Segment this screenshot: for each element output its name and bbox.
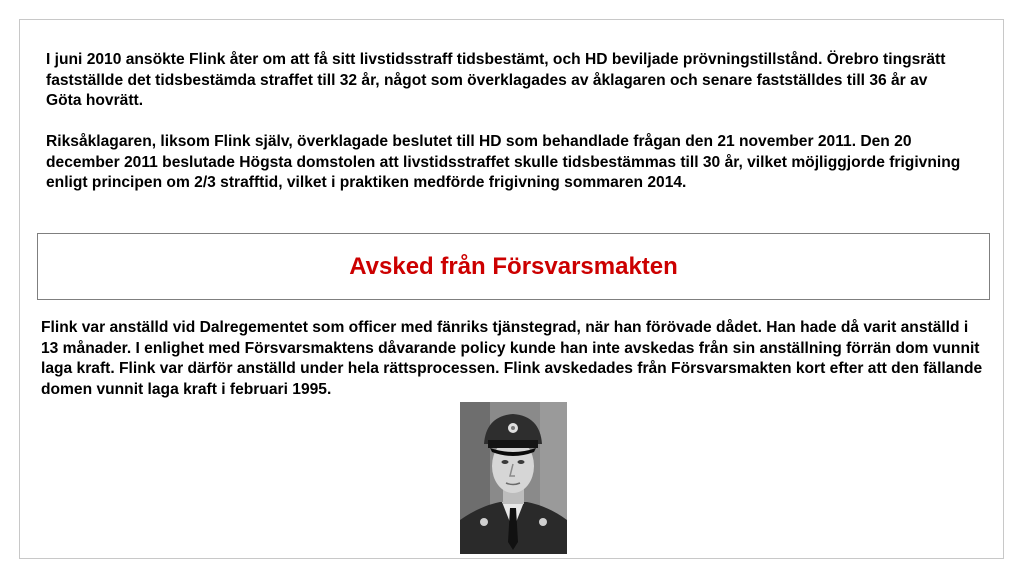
paragraph-supreme-court-2011: Riksåklagaren, liksom Flink själv, överklagade beslutet till HD som behandlade frågan den 21 november 2011. Den 20 december 2011 beslutade Högsta domstolen att livstidsstraffet skulle tidsbestämmas till 30 år, vilket möjliggjorde frigivning enligt principen om 2/3 strafftid, vilket i praktiken medförde frigivning sommaren 2014. — [46, 133, 961, 191]
paragraph-dismissal: Flink var anställd vid Dalregementet som officer med fänriks tjänstegrad, när han förövade dådet. Han hade då varit anställd i 13 månader. I enlighet med Försvarsmaktens dåvarande policy kunde han inte avskedas från sin anställning förrän dom vunnit laga kraft. Flink var därför anställd under hela rättsprocessen. Flink avskedades från Försvarsmakten kort efter att den fällande domen vunnit laga kraft i februari 1995. — [41, 319, 983, 398]
portrait-photo — [460, 402, 567, 554]
heading-box — [37, 233, 990, 300]
section-heading: Avsked från Försvarsmakten — [349, 252, 678, 280]
paragraph-sentence-2010: I juni 2010 ansökte Flink åter om att få sitt livstidsstraff tidsbestämt, och HD beviljade prövningstillstånd. Örebro tingsrätt fastställde det tidsbestämda straffet till 32 år, något som överklagades av åklagaren och senare fastställdes till 36 år av Göta hovrätt. — [46, 51, 946, 109]
portrait-image — [460, 402, 567, 554]
